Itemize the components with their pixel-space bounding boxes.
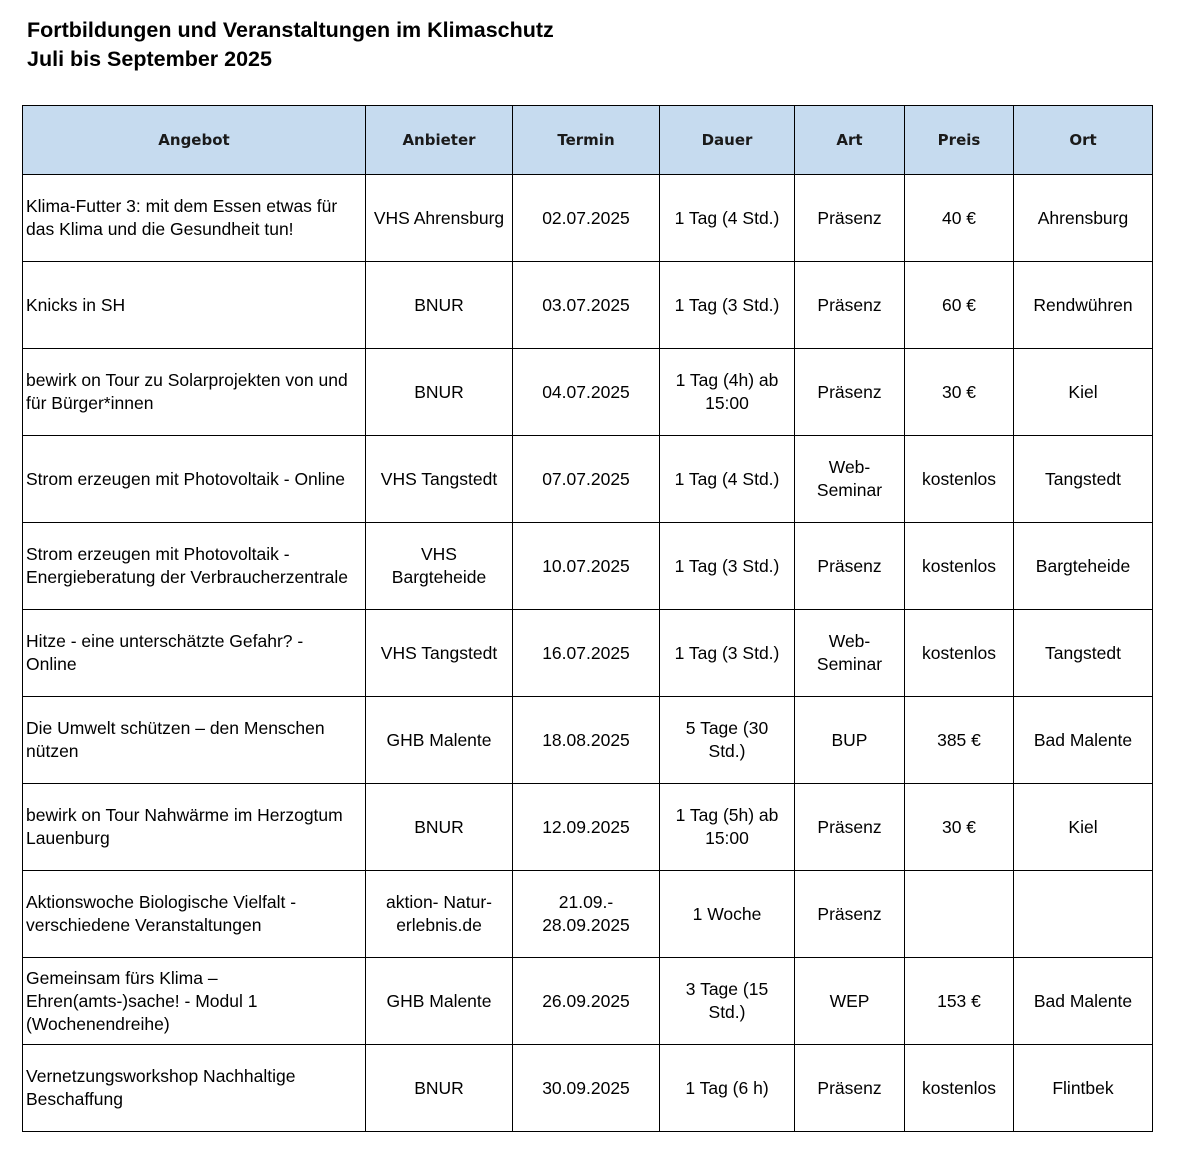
cell-preis: kostenlos (905, 523, 1014, 610)
cell-termin: 18.08.2025 (513, 697, 660, 784)
column-header-preis: Preis (905, 106, 1014, 175)
cell-preis: kostenlos (905, 436, 1014, 523)
table-row (23, 523, 1153, 610)
cell-termin: 30.09.2025 (513, 1045, 660, 1132)
cell-dauer: 1 Tag (6 h) (660, 1045, 795, 1132)
cell-ort: Tangstedt (1014, 436, 1153, 523)
column-header-termin: Termin (513, 106, 660, 175)
cell-anbieter: VHS Tangstedt (366, 436, 513, 523)
table-row (23, 349, 1153, 436)
cell-art: Präsenz (795, 784, 905, 871)
cell-angebot: Knicks in SH (23, 262, 366, 349)
cell-preis: 30 € (905, 784, 1014, 871)
column-header-ort: Ort (1014, 106, 1153, 175)
cell-anbieter: GHB Malente (366, 697, 513, 784)
cell-preis: kostenlos (905, 610, 1014, 697)
cell-preis: 60 € (905, 262, 1014, 349)
cell-dauer: 1 Tag (4 Std.) (660, 175, 795, 262)
cell-angebot: Strom erzeugen mit Photovoltaik - Energieberatung der Verbraucherzentrale (23, 523, 366, 610)
cell-dauer: 1 Woche (660, 871, 795, 958)
title-block (27, 16, 554, 74)
cell-ort: Bad Malente (1014, 958, 1153, 1045)
cell-dauer: 1 Tag (3 Std.) (660, 262, 795, 349)
table-row (23, 262, 1153, 349)
cell-dauer: 1 Tag (5h) ab 15:00 (660, 784, 795, 871)
page-subtitle: Juli bis September 2025 (27, 47, 272, 71)
events-table (22, 105, 1153, 1132)
column-header-dauer: Dauer (660, 106, 795, 175)
table-row (23, 871, 1153, 958)
cell-ort (1014, 871, 1153, 958)
cell-termin: 21.09.- 28.09.2025 (513, 871, 660, 958)
column-header-art: Art (795, 106, 905, 175)
cell-art: Web-Seminar (795, 610, 905, 697)
cell-angebot: Klima-Futter 3: mit dem Essen etwas für das Klima und die Gesundheit tun! (23, 175, 366, 262)
table-header-row (23, 106, 1153, 175)
cell-anbieter: VHS Bargteheide (366, 523, 513, 610)
cell-art: Präsenz (795, 871, 905, 958)
cell-termin: 03.07.2025 (513, 262, 660, 349)
cell-termin: 04.07.2025 (513, 349, 660, 436)
cell-termin: 07.07.2025 (513, 436, 660, 523)
cell-dauer: 1 Tag (4 Std.) (660, 436, 795, 523)
cell-ort: Bargteheide (1014, 523, 1153, 610)
cell-termin: 02.07.2025 (513, 175, 660, 262)
cell-anbieter: VHS Tangstedt (366, 610, 513, 697)
cell-anbieter: BNUR (366, 784, 513, 871)
table-row (23, 436, 1153, 523)
cell-angebot: bewirk on Tour Nahwärme im Herzogtum Lauenburg (23, 784, 366, 871)
cell-anbieter: aktion- Natur-erlebnis.de (366, 871, 513, 958)
cell-ort: Bad Malente (1014, 697, 1153, 784)
cell-anbieter: BNUR (366, 349, 513, 436)
cell-ort: Kiel (1014, 784, 1153, 871)
cell-art: Web-Seminar (795, 436, 905, 523)
cell-termin: 16.07.2025 (513, 610, 660, 697)
page-title: Fortbildungen und Veranstaltungen im Klimaschutz (27, 18, 554, 42)
cell-preis (905, 871, 1014, 958)
cell-preis: 40 € (905, 175, 1014, 262)
cell-angebot: Vernetzungsworkshop Nachhaltige Beschaffung (23, 1045, 366, 1132)
cell-art: Präsenz (795, 349, 905, 436)
table-row (23, 697, 1153, 784)
cell-preis: kostenlos (905, 1045, 1014, 1132)
cell-dauer: 1 Tag (4h) ab 15:00 (660, 349, 795, 436)
cell-angebot: Hitze - eine unterschätzte Gefahr? - Online (23, 610, 366, 697)
cell-art: Präsenz (795, 523, 905, 610)
cell-dauer: 3 Tage (15 Std.) (660, 958, 795, 1045)
table-row (23, 1045, 1153, 1132)
table-row (23, 958, 1153, 1045)
cell-art: Präsenz (795, 262, 905, 349)
cell-anbieter: BNUR (366, 1045, 513, 1132)
cell-preis: 385 € (905, 697, 1014, 784)
cell-angebot: Die Umwelt schützen – den Menschen nützen (23, 697, 366, 784)
table-row (23, 784, 1153, 871)
cell-angebot: Aktionswoche Biologische Vielfalt - verschiedene Veranstaltungen (23, 871, 366, 958)
cell-ort: Ahrensburg (1014, 175, 1153, 262)
cell-art: Präsenz (795, 1045, 905, 1132)
cell-anbieter: VHS Ahrensburg (366, 175, 513, 262)
cell-termin: 26.09.2025 (513, 958, 660, 1045)
cell-preis: 30 € (905, 349, 1014, 436)
cell-ort: Flintbek (1014, 1045, 1153, 1132)
cell-dauer: 1 Tag (3 Std.) (660, 523, 795, 610)
cell-angebot: Strom erzeugen mit Photovoltaik - Online (23, 436, 366, 523)
cell-dauer: 1 Tag (3 Std.) (660, 610, 795, 697)
column-header-anbieter: Anbieter (366, 106, 513, 175)
cell-preis: 153 € (905, 958, 1014, 1045)
column-header-angebot: Angebot (23, 106, 366, 175)
cell-anbieter: GHB Malente (366, 958, 513, 1045)
cell-termin: 12.09.2025 (513, 784, 660, 871)
cell-angebot: bewirk on Tour zu Solarprojekten von und für Bürger*innen (23, 349, 366, 436)
cell-art: BUP (795, 697, 905, 784)
cell-ort: Rendwühren (1014, 262, 1153, 349)
cell-art: Präsenz (795, 175, 905, 262)
cell-dauer: 5 Tage (30 Std.) (660, 697, 795, 784)
table-row (23, 175, 1153, 262)
cell-termin: 10.07.2025 (513, 523, 660, 610)
cell-anbieter: BNUR (366, 262, 513, 349)
cell-art: WEP (795, 958, 905, 1045)
table-row (23, 610, 1153, 697)
cell-ort: Kiel (1014, 349, 1153, 436)
cell-angebot: Gemeinsam fürs Klima – Ehren(amts-)sache! - Modul 1 (Wochenendreihe) (23, 958, 366, 1045)
cell-ort: Tangstedt (1014, 610, 1153, 697)
